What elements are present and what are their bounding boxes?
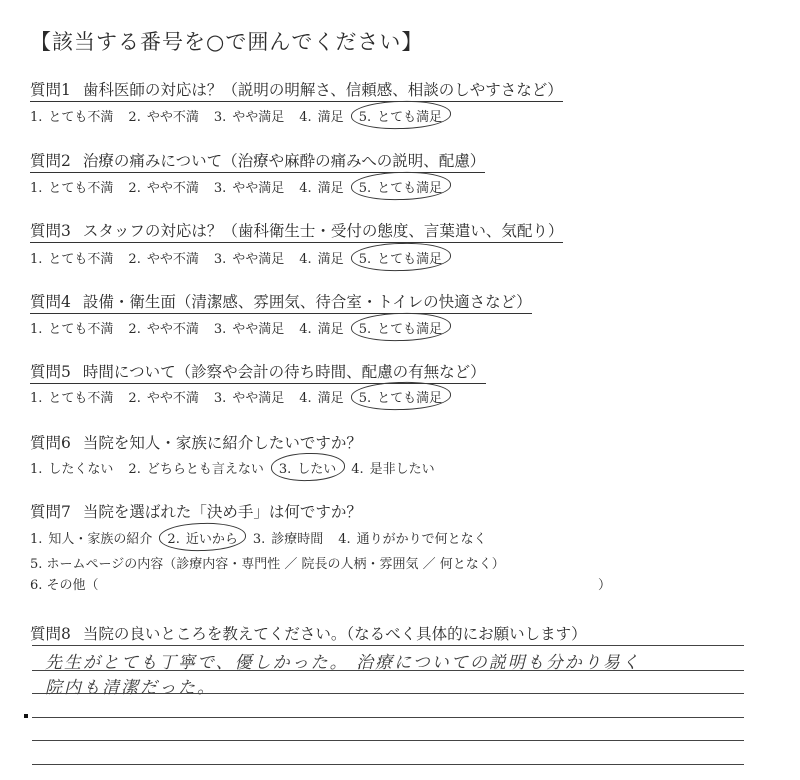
question-number: 質問5 xyxy=(30,363,71,381)
question-text: 設備・衛生面（清潔感、雰囲気、待合室・トイレの快適さなど） xyxy=(82,293,532,311)
handwritten-answer-line-2: 院内も清潔だった。 xyxy=(45,678,216,698)
options-q6 xyxy=(30,458,450,477)
answer-line xyxy=(32,717,744,718)
option-2[interactable]: 2. やや不満 xyxy=(128,322,199,337)
option-3[interactable]: 3. やや満足 xyxy=(213,110,285,125)
question-text: 当院を選ばれた「決め手」は何ですか？ xyxy=(82,503,362,521)
question-number: 質問8 xyxy=(30,625,71,643)
header-instruction: 【該当する番号を○で囲んでください】 xyxy=(30,30,424,54)
option-3-circled[interactable]: 3. したい xyxy=(279,458,336,477)
option-2[interactable]: 2. やや不満 xyxy=(128,391,199,406)
answer-line xyxy=(32,645,744,646)
question-text: 治療の痛みについて（治療や麻酔の痛みへの説明、配慮） xyxy=(82,152,486,170)
option-2[interactable]: 2. やや不満 xyxy=(128,110,199,125)
option-5-circled[interactable]: 5. とても満足 xyxy=(359,177,442,196)
question-5 xyxy=(30,360,486,384)
option-6-other[interactable] xyxy=(30,574,99,593)
option-2[interactable]: 2. どちらとも言えない xyxy=(128,462,264,477)
option-1[interactable]: 1. とても不満 xyxy=(30,110,114,125)
question-text: 時間について（診察や会計の待ち時間、配慮の有無など） xyxy=(82,363,486,381)
option-4[interactable]: 4. 通りがかりで何となく xyxy=(338,532,487,547)
answer-line xyxy=(32,693,744,694)
question-number: 質問2 xyxy=(30,152,71,170)
scan-mark xyxy=(24,714,28,718)
option-3[interactable]: 3. やや満足 xyxy=(213,181,285,196)
question-number: 質問7 xyxy=(30,503,71,521)
option-5-circled[interactable]: 5. とても満足 xyxy=(359,248,442,267)
option-3[interactable]: 3. やや満足 xyxy=(213,252,285,267)
options-q3 xyxy=(30,248,457,267)
question-number: 質問6 xyxy=(30,434,71,452)
option-2[interactable]: 2. やや不満 xyxy=(128,181,199,196)
question-7 xyxy=(30,500,362,523)
question-2 xyxy=(30,149,485,173)
option-1[interactable]: 1. とても不満 xyxy=(30,252,114,267)
question-3 xyxy=(30,219,563,243)
answer-line xyxy=(32,670,744,671)
options-q1 xyxy=(30,106,457,125)
option-1[interactable]: 1. とても不満 xyxy=(30,181,114,196)
option-4[interactable]: 4. 是非したい xyxy=(351,462,435,477)
option-1[interactable]: 1. とても不満 xyxy=(30,322,114,337)
options-q7 xyxy=(30,528,502,547)
other-label: 6. その他（ xyxy=(30,578,99,593)
question-text: スタッフの対応は？（歯科衛生士・受付の態度、言葉遣い、気配り） xyxy=(82,222,564,240)
option-3[interactable]: 3. やや満足 xyxy=(213,322,285,337)
options-q4 xyxy=(30,318,457,337)
options-q5 xyxy=(30,387,457,406)
option-1[interactable]: 1. とても不満 xyxy=(30,391,114,406)
option-4[interactable]: 4. 満足 xyxy=(299,322,344,337)
question-4 xyxy=(30,290,532,314)
question-text: 当院の良いところを教えてください。（なるべく具体的にお願いします） xyxy=(82,625,587,643)
question-text: 当院を知人・家族に紹介したいですか？ xyxy=(82,434,362,452)
option-4[interactable]: 4. 満足 xyxy=(299,181,344,196)
question-6 xyxy=(30,431,362,454)
other-close-paren: ） xyxy=(598,578,612,593)
option-5-circled[interactable]: 5. とても満足 xyxy=(359,387,442,406)
option-1[interactable]: 1. 知人・家族の紹介 xyxy=(30,532,153,547)
answer-line xyxy=(32,740,744,741)
option-3[interactable]: 3. 診療時間 xyxy=(252,532,324,547)
handwritten-answer-line-1: 先生がとても丁寧で、優しかった。 治療についての説明も分かり易く xyxy=(45,653,641,673)
option-2-circled[interactable]: 2. 近いから xyxy=(167,528,237,547)
answer-line xyxy=(32,764,744,765)
question-1 xyxy=(30,78,563,102)
option-1[interactable]: 1. したくない xyxy=(30,462,114,477)
question-text: 歯科医師の対応は？（説明の明解さ、信頼感、相談のしやすさなど） xyxy=(82,81,563,99)
option-5-circled[interactable]: 5. とても満足 xyxy=(359,318,442,337)
option-4[interactable]: 4. 満足 xyxy=(299,252,344,267)
option-4[interactable]: 4. 満足 xyxy=(299,391,344,406)
question-number: 質問4 xyxy=(30,293,71,311)
option-5-circled[interactable]: 5. とても満足 xyxy=(359,106,442,125)
option-4[interactable]: 4. 満足 xyxy=(299,110,344,125)
option-2[interactable]: 2. やや不満 xyxy=(128,252,199,267)
option-5-homepage[interactable]: 5. ホームページの内容（診療内容・専門性 ／ 院長の人柄・雰囲気 ／ 何となく） xyxy=(30,557,505,572)
option-3[interactable]: 3. やや満足 xyxy=(213,391,285,406)
question-8 xyxy=(30,622,587,645)
options-q2 xyxy=(30,177,457,196)
question-number: 質問1 xyxy=(30,81,71,99)
question-number: 質問3 xyxy=(30,222,71,240)
